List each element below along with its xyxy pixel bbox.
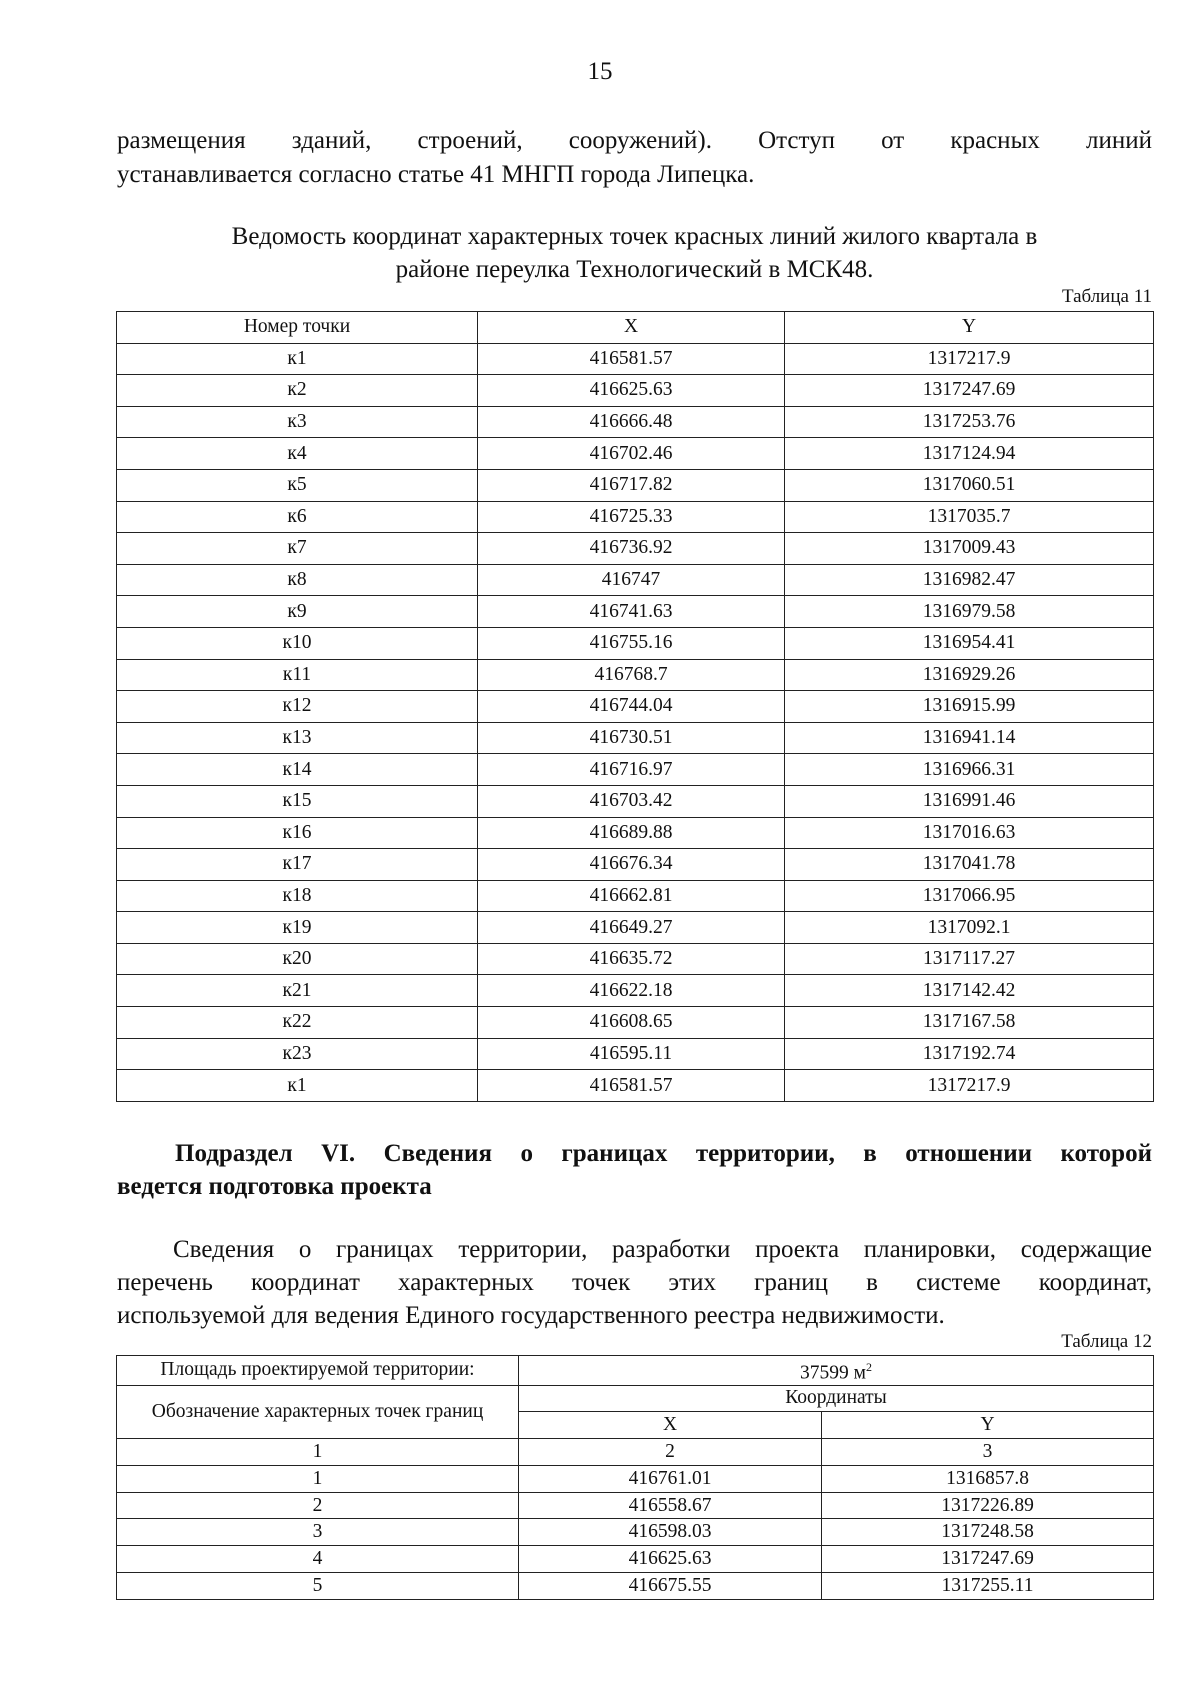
table11-cell-point: к17 — [117, 849, 478, 881]
table11-cell-x: 416649.27 — [478, 912, 785, 944]
table11-cell-y: 1316979.58 — [785, 596, 1154, 628]
table11-caption: Таблица 11 — [1061, 286, 1152, 307]
table-row — [117, 1492, 1154, 1519]
table-row — [117, 785, 1154, 817]
table11-cell-point: к11 — [117, 659, 478, 691]
boundaries-line-1: Сведения о границах территории, разработки проекта планировки, содержащие — [173, 1236, 1152, 1263]
table12-colnum-2: 2 — [519, 1439, 822, 1466]
table-row — [117, 912, 1154, 944]
table11-cell-point: к20 — [117, 943, 478, 975]
table11-cell-point: к1 — [117, 1070, 478, 1102]
table-row — [117, 596, 1154, 628]
table-row — [117, 880, 1154, 912]
table12-cell-y: 1316857.8 — [822, 1465, 1154, 1492]
table12-header-x: X — [519, 1412, 822, 1439]
table12-cell-y: 1317247.69 — [822, 1546, 1154, 1573]
table-row — [117, 406, 1154, 438]
boundaries-paragraph — [117, 1233, 1152, 1332]
table-row — [117, 1573, 1154, 1600]
table11-cell-x: 416730.51 — [478, 722, 785, 754]
table-row — [117, 469, 1154, 501]
table-row — [117, 343, 1154, 375]
table11-cell-y: 1317167.58 — [785, 1007, 1154, 1039]
table11-header-row — [117, 312, 1154, 344]
table12-cell-point: 3 — [117, 1519, 519, 1546]
table11-cell-point: к14 — [117, 754, 478, 786]
boundaries-line-2: перечень координат характерных точек этих границ в системе координат, — [117, 1269, 1152, 1296]
table11-cell-x: 416725.33 — [478, 501, 785, 533]
table12-cell-point: 4 — [117, 1546, 519, 1573]
table11-cell-y: 1317066.95 — [785, 880, 1154, 912]
table11-cell-x: 416736.92 — [478, 533, 785, 565]
subsection-heading-line-2: ведется подготовка проекта — [117, 1173, 432, 1200]
table11-cell-y: 1317217.9 — [785, 1070, 1154, 1102]
table11-cell-y: 1317253.76 — [785, 406, 1154, 438]
table-row — [117, 564, 1154, 596]
table-row — [117, 754, 1154, 786]
table11-title-line-1: Ведомость координат характерных точек красных линий жилого квартала в — [231, 223, 1038, 250]
table-row — [117, 691, 1154, 723]
table11-cell-y: 1317041.78 — [785, 849, 1154, 881]
table-row — [117, 1038, 1154, 1070]
table11-cell-point: к9 — [117, 596, 478, 628]
table11-cell-point: к2 — [117, 375, 478, 407]
table11-cell-y: 1317060.51 — [785, 469, 1154, 501]
table11-cell-x: 416755.16 — [478, 627, 785, 659]
table11-cell-x: 416702.46 — [478, 438, 785, 470]
table11-cell-x: 416608.65 — [478, 1007, 785, 1039]
table12-area-label: Площадь проектируемой территории: — [117, 1356, 519, 1386]
table11-cell-point: к3 — [117, 406, 478, 438]
table11-cell-point: к18 — [117, 880, 478, 912]
table12-area-row — [117, 1356, 1154, 1386]
table11-cell-x: 416716.97 — [478, 754, 785, 786]
table-row — [117, 943, 1154, 975]
table-row — [117, 1465, 1154, 1492]
table11-cell-x: 416622.18 — [478, 975, 785, 1007]
table11-cell-y: 1316991.46 — [785, 785, 1154, 817]
table12-colnum-1: 1 — [117, 1439, 519, 1466]
table12-area-value — [519, 1356, 1154, 1386]
table11-cell-point: к8 — [117, 564, 478, 596]
table11-header-point: Номер точки — [117, 312, 478, 344]
table11-cell-x: 416625.63 — [478, 375, 785, 407]
table11-cell-y: 1317192.74 — [785, 1038, 1154, 1070]
table-row — [117, 1519, 1154, 1546]
table11-cell-point: к13 — [117, 722, 478, 754]
table11-cell-x: 416595.11 — [478, 1038, 785, 1070]
table11-cell-x: 416689.88 — [478, 817, 785, 849]
table11-cell-point: к23 — [117, 1038, 478, 1070]
table11-cell-y: 1317124.94 — [785, 438, 1154, 470]
table11-cell-y: 1317117.27 — [785, 943, 1154, 975]
table-row — [117, 375, 1154, 407]
table11-title — [117, 220, 1152, 286]
table11-cell-point: к6 — [117, 501, 478, 533]
table12-cell-x: 416761.01 — [519, 1465, 822, 1492]
table11-cell-point: к7 — [117, 533, 478, 565]
table12-cell-point: 2 — [117, 1492, 519, 1519]
table-row — [117, 1007, 1154, 1039]
table11-cell-y: 1317016.63 — [785, 817, 1154, 849]
table12-cell-point: 5 — [117, 1573, 519, 1600]
table11-cell-y: 1317035.7 — [785, 501, 1154, 533]
table-row — [117, 722, 1154, 754]
table11-cell-point: к16 — [117, 817, 478, 849]
table11-cell-y: 1316929.26 — [785, 659, 1154, 691]
table-row — [117, 849, 1154, 881]
table-row — [117, 975, 1154, 1007]
table11-cell-x: 416581.57 — [478, 1070, 785, 1102]
table12-colnum-3: 3 — [822, 1439, 1154, 1466]
table11-cell-y: 1316982.47 — [785, 564, 1154, 596]
table12-cell-y: 1317255.11 — [822, 1573, 1154, 1600]
table11-cell-y: 1317217.9 — [785, 343, 1154, 375]
table11-cell-point: к22 — [117, 1007, 478, 1039]
table12 — [116, 1355, 1154, 1600]
table11 — [116, 311, 1154, 1102]
table11-cell-x: 416741.63 — [478, 596, 785, 628]
table12-cell-y: 1317226.89 — [822, 1492, 1154, 1519]
table-row — [117, 533, 1154, 565]
table-row — [117, 627, 1154, 659]
table11-cell-y: 1316966.31 — [785, 754, 1154, 786]
table-row — [117, 1070, 1154, 1102]
area-value-text: 37599 м — [800, 1362, 866, 1384]
page-number: 15 — [587, 58, 613, 85]
table11-cell-y: 1317142.42 — [785, 975, 1154, 1007]
table11-cell-y: 1317247.69 — [785, 375, 1154, 407]
subsection-heading — [117, 1137, 1152, 1203]
table-row — [117, 501, 1154, 533]
table12-cell-x: 416558.67 — [519, 1492, 822, 1519]
area-unit-superscript: 2 — [865, 1360, 872, 1374]
table11-title-line-2: районе переулка Технологический в МСК48. — [395, 256, 874, 283]
table-row — [117, 438, 1154, 470]
table11-cell-x: 416703.42 — [478, 785, 785, 817]
table11-cell-y: 1317009.43 — [785, 533, 1154, 565]
table11-cell-y: 1316954.41 — [785, 627, 1154, 659]
table12-header-row — [117, 1385, 1154, 1412]
table11-cell-point: к1 — [117, 343, 478, 375]
table-row — [117, 659, 1154, 691]
table11-cell-x: 416717.82 — [478, 469, 785, 501]
table11-cell-y: 1317092.1 — [785, 912, 1154, 944]
boundaries-line-3: используемой для ведения Единого государственного реестра недвижимости. — [117, 1302, 945, 1329]
table11-cell-point: к15 — [117, 785, 478, 817]
table-row — [117, 1546, 1154, 1573]
table12-cell-y: 1317248.58 — [822, 1519, 1154, 1546]
table12-coords-header: Координаты — [519, 1385, 1154, 1412]
table12-colnum-row — [117, 1439, 1154, 1466]
table11-cell-x: 416635.72 — [478, 943, 785, 975]
table11-cell-y: 1316915.99 — [785, 691, 1154, 723]
table11-cell-x: 416744.04 — [478, 691, 785, 723]
table11-cell-x: 416747 — [478, 564, 785, 596]
table12-header-y: Y — [822, 1412, 1154, 1439]
table11-cell-x: 416676.34 — [478, 849, 785, 881]
subsection-heading-line-1: Подраздел VI. Сведения о границах территории, в отношении которой — [175, 1140, 1152, 1167]
table-row — [117, 817, 1154, 849]
intro-line-2: устанавливается согласно статье 41 МНГП города Липецка. — [117, 161, 755, 188]
table12-cell-x: 416598.03 — [519, 1519, 822, 1546]
table12-points-header: Обозначение характерных точек границ — [117, 1385, 519, 1439]
table11-cell-point: к12 — [117, 691, 478, 723]
table11-header-x: X — [478, 312, 785, 344]
table12-cell-x: 416675.55 — [519, 1573, 822, 1600]
table12-caption: Таблица 12 — [1061, 1331, 1152, 1352]
table11-cell-point: к21 — [117, 975, 478, 1007]
table12-cell-x: 416625.63 — [519, 1546, 822, 1573]
table11-cell-x: 416662.81 — [478, 880, 785, 912]
table11-cell-y: 1316941.14 — [785, 722, 1154, 754]
intro-line-1: размещения зданий, строений, сооружений). Отступ от красных линий — [117, 127, 1152, 154]
table11-cell-point: к5 — [117, 469, 478, 501]
table11-cell-point: к4 — [117, 438, 478, 470]
table11-cell-point: к19 — [117, 912, 478, 944]
table12-cell-point: 1 — [117, 1465, 519, 1492]
table11-header-y: Y — [785, 312, 1154, 344]
table11-cell-x: 416666.48 — [478, 406, 785, 438]
table11-cell-x: 416581.57 — [478, 343, 785, 375]
table11-cell-x: 416768.7 — [478, 659, 785, 691]
table11-cell-point: к10 — [117, 627, 478, 659]
intro-paragraph — [117, 124, 1152, 192]
